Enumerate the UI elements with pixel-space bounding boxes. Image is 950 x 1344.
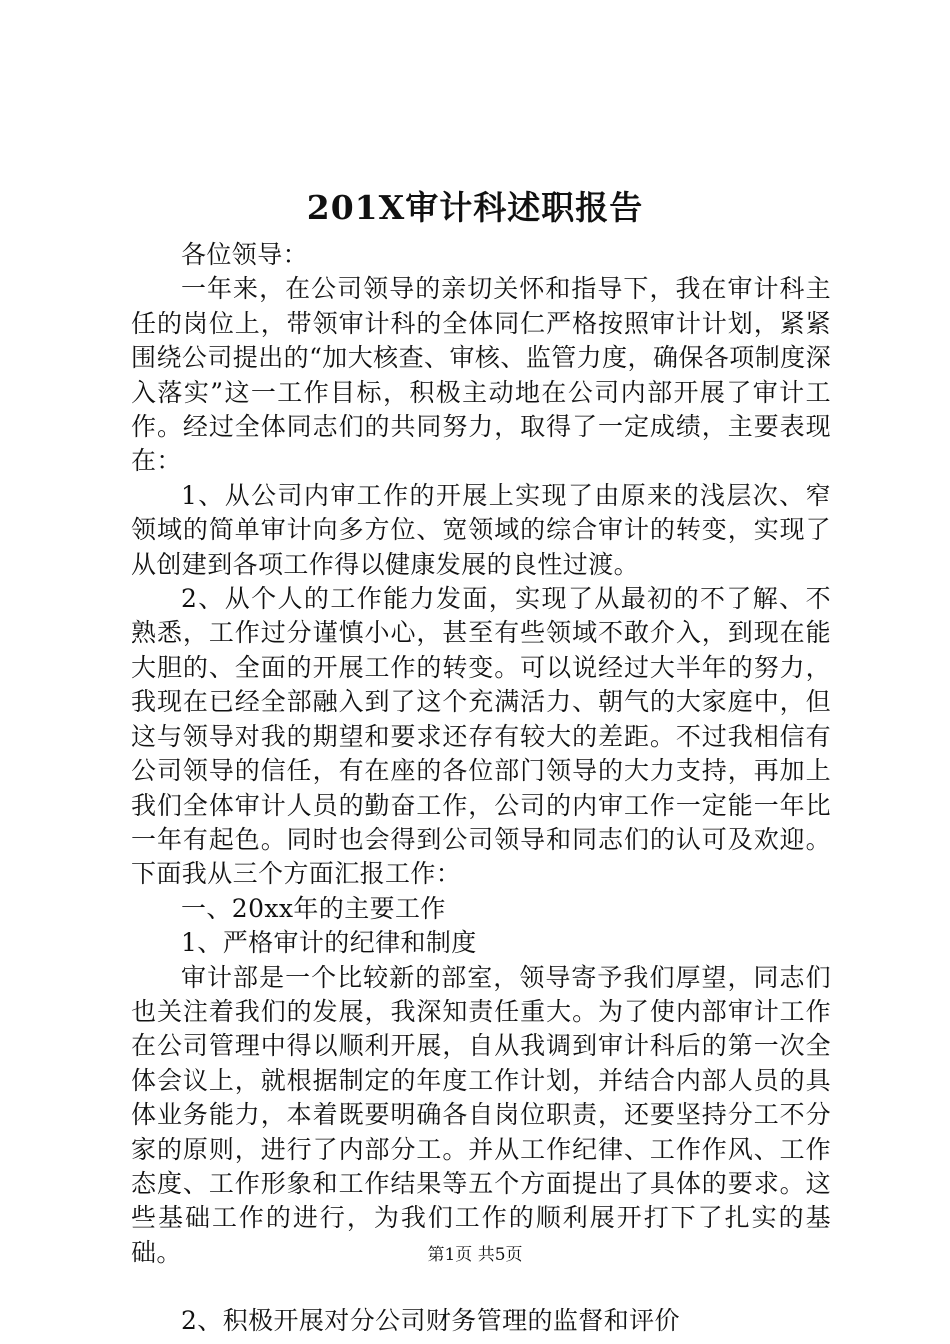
- paragraph-point-1: 1、从公司内审工作的开展上实现了由原来的浅层次、窄领域的简单审计向多方位、宽领域的综合审计的转变，实现了从创建到各项工作得以健康发展的良性过渡。: [131, 480, 831, 579]
- document-body: [131, 238, 831, 1339]
- document-title: 201X审计科述职报告: [306, 188, 644, 227]
- subsection-heading-1: 1、严格审计的纪律和制度: [181, 928, 477, 958]
- subsection-heading-2: 2、积极开展对分公司财务管理的监督和评价: [181, 1306, 680, 1336]
- section-heading: 一、20xx年的主要工作: [181, 893, 446, 923]
- paragraph-point-2: 2、从个人的工作能力发面，实现了从最初的不了解、不熟悉，工作过分谨慎小心，甚至有些领域不敢介入，到现在能大胆的、全面的开展工作的转变。可以说经过大半年的努力，我现在已经全部融入到了这个充满活力、朝气的大家庭中，但这与领导对我的期望和要求还存有较大的差距。不过我相信有公司领导的信任，有在座的各位部门领导的大力支持，再加上我们全体审计人员的勤奋工作，公司的内审工作一定能一年比一年有起色。同时也会得到公司领导和同志们的认可及欢迎。下面我从三个方面汇报工作：: [131, 584, 831, 889]
- salutation: 各位领导：: [181, 240, 309, 269]
- paragraph-subsection-1: 审计部是一个比较新的部室，领导寄予我们厚望，同志们也关注着我们的发展，我深知责任重大。为了使内部审计工作在公司管理中得以顺利开展，自从我调到审计科后的第一次全体会议上，就根据制定的年度工作计划，并结合内部人员的具体业务能力，本着既要明确各自岗位职责，还要坚持分工不分家的原则，进行了内部分工。并从工作纪律、工作作风、工作态度、工作形象和工作结果等五个方面提出了具体的要求。这些基础工作的进行，为我们工作的顺利展开打下了扎实的基础。: [131, 962, 831, 1267]
- page-number-footer: 第1页 共5页: [427, 1245, 523, 1265]
- paragraph-intro: 一年来，在公司领导的亲切关怀和指导下，我在审计科主任的岗位上，带领审计科的全体同仁严格按照审计计划，紧紧围绕公司提出的“加大核查、审核、监管力度，确保各项制度深入落实”这一工作目标，积极主动地在公司内部开展了审计工作。经过全体同志们的共同努力，取得了一定成绩，主要表现在：: [131, 274, 831, 476]
